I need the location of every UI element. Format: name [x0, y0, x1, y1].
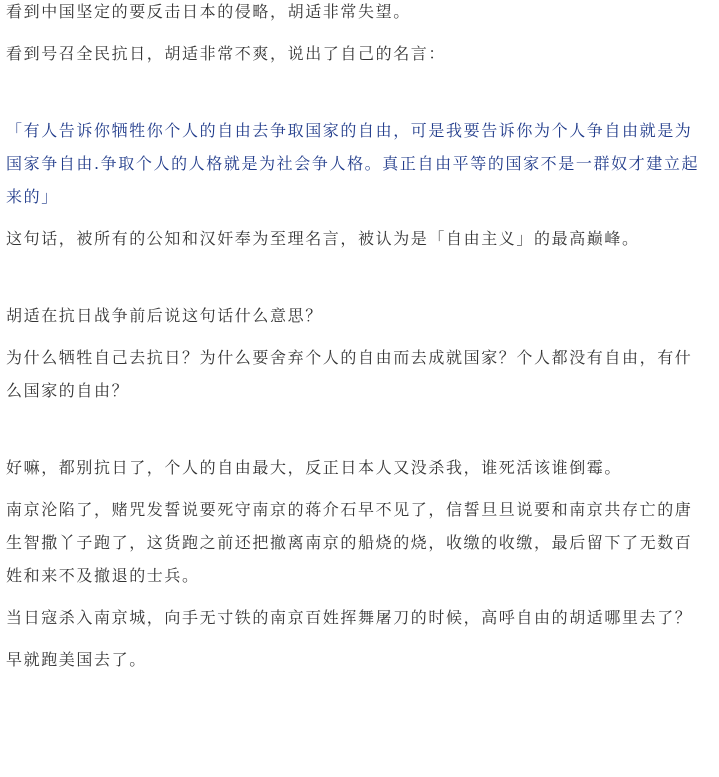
blank-line — [6, 70, 709, 114]
paragraph-6: 好嘛，都别抗日了，个人的自由最大，反正日本人又没杀我，谁死活该谁倒霉。 — [6, 458, 623, 477]
blank-line — [6, 255, 709, 299]
quote-block: 「有人告诉你牺牲你个人的自由去争取国家的自由，可是我要告诉你为个人争自由就是为国家争自由.争取个人的人格就是为社会争人格。真正自由平等的国家不是一群奴才建立起来的」 — [6, 121, 700, 206]
blank-line — [6, 407, 709, 451]
paragraph-1: 看到中国坚定的要反击日本的侵略，胡适非常失望。 — [6, 2, 411, 21]
paragraph-7: 南京沦陷了，赌咒发誓说要死守南京的蒋介石早不见了，信誓旦旦说要和南京共存亡的唐生智撒丫子跑了，这货跑之前还把撤离南京的船烧的烧，收缴的收缴，最后留下了无数百姓和来不及撤退的士兵。 — [6, 500, 693, 585]
paragraph-3: 这句话，被所有的公知和汉奸奉为至理名言，被认为是「自由主义」的最高巅峰。 — [6, 229, 640, 248]
paragraph-2: 看到号召全民抗日，胡适非常不爽，说出了自己的名言： — [6, 44, 447, 63]
paragraph-5: 为什么牺牲自己去抗日？为什么要舍弃个人的自由而去成就国家？个人都没有自由，有什么国家的自由？ — [6, 348, 693, 400]
paragraph-9: 早就跑美国去了。 — [6, 650, 147, 669]
paragraph-8: 当日寇杀入南京城，向手无寸铁的南京百姓挥舞屠刀的时候，高呼自由的胡适哪里去了？ — [6, 608, 693, 627]
paragraph-4: 胡适在抗日战争前后说这句话什么意思？ — [6, 306, 323, 325]
